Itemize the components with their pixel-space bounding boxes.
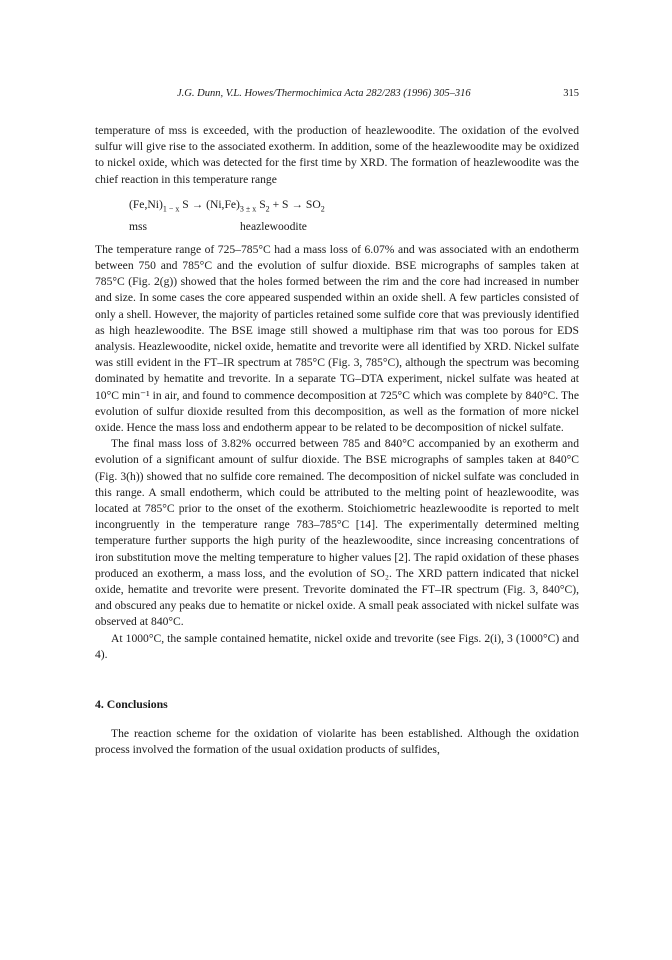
page (95, 88, 579, 759)
eq-mid: (Ni,Fe) (206, 197, 240, 211)
eq-so: SO (305, 197, 321, 211)
paragraph-2: The temperature range of 725–785°C had a mass loss of 6.07% and was associated with an endotherm between 750 and 785°C and the evolution of sulfur dioxide. BSE micrographs of samples taken at 785°C (Fig. 2(g)) showed that the holes formed between the rim and the core had increased in number and size. In some cases the core appeared suspended within an oxide shell. A few particles consisted of only a shell. However, the majority of particles retained some sulfide core that was previously identified as high heazlewoodite. The BSE image still showed a multiphase rim that was too porous for EDS analysis. Heazlewoodite, nickel oxide, hematite and trevorite were all identified by XRD. Nickel sulfate was still evident in the FT–IR spectrum at 785°C (Fig. 3, 785°C), although the spectrum was becoming dominated by hematite and trevorite. In a separate TG–DTA experiment, nickel sulfate was heated at 10°C min⁻¹ in air, and found to commence decomposition at 725°C which was complete by 840°C. The evolution of sulfur dioxide resulted from this decomposition, as well as the formation of more nickel oxide. Hence the mass loss and endotherm appear to be related to be decomposition of nickel sulfate. (95, 242, 579, 435)
eq-mid-sub: 3 ± x (239, 204, 257, 214)
paragraph-5: The reaction scheme for the oxidation of violarite has been established. Although the oxidation process involved the formation of the usual oxidation products of sulfides, (95, 727, 579, 757)
page-number: 315 (563, 88, 579, 99)
eq-lhs: (Fe,Ni) (129, 197, 163, 211)
section-heading-conclusions: 4. Conclusions (95, 697, 168, 712)
eq-plus: + (272, 197, 280, 211)
eq-so-sub: 2 (320, 204, 325, 214)
eq-s3: S (282, 197, 289, 211)
equation-line (129, 194, 579, 216)
eq-arrow-2: → (291, 197, 303, 211)
equation-labels (129, 216, 579, 238)
eq-s1: S (182, 197, 189, 211)
eq-label-mss: mss (129, 219, 148, 233)
eq-s2-sub: 2 (265, 204, 270, 214)
paragraph-1: temperature of mss is exceeded, with the production of heazlewoodite. The oxidation of the evolved sulfur will give rise to the associated exotherm. In addition, some of the heazlewoodite may be oxidized to nickel oxide, which was detected for the first time by XRD. The formation of heazlewoodite was the chief reaction in this temperature range (95, 124, 579, 186)
running-head: J.G. Dunn, V.L. Howes/Thermochimica Acta 282/283 (1996) 305–316 (177, 88, 471, 99)
reaction-equation (129, 194, 579, 238)
eq-lhs-sub: 1 − x (162, 204, 180, 214)
eq-s2: S (259, 197, 266, 211)
eq-label-heazlewoodite: heazlewoodite (240, 219, 307, 233)
paragraph-4: At 1000°C, the sample contained hematite, nickel oxide and trevorite (see Figs. 2(i), 3 (1000°C) and 4). (95, 631, 579, 661)
page-header (95, 88, 579, 104)
eq-arrow-1: → (191, 197, 204, 211)
paragraph-3: The final mass loss of 3.82% occurred between 785 and 840°C accompanied by an exotherm and evolution of a significant amount of sulfur dioxide. The BSE micrographs of samples taken at 840°C (Fig. 3(h)) showed that no sulfide core remained. The decomposition of nickel sulfate was concluded in this range. A small endotherm, which could be attributed to the melting point of heazlewoodite, was located at 785°C prior to the onset of the exotherm. Stoichiometric heazlewoodite is reported to melt incongruently in the temperature range 783–785°C [14]. The experimentally determined melting temperature further supports the high purity of the heazlewoodite, since increasing concentrations of iron substitution move the melting temperature to higher values [2]. The rapid oxidation of these phases produced an exotherm, a mass loss, and the evolution of SO₂. The XRD pattern indicated that nickel oxide, hematite and trevorite were present. Trevorite dominated the FT–IR spectrum (Fig. 3, 840°C), and obscured any peaks due to hematite or nickel oxide. A small peak associated with nickel sulfate was observed at 840°C. (95, 437, 579, 629)
